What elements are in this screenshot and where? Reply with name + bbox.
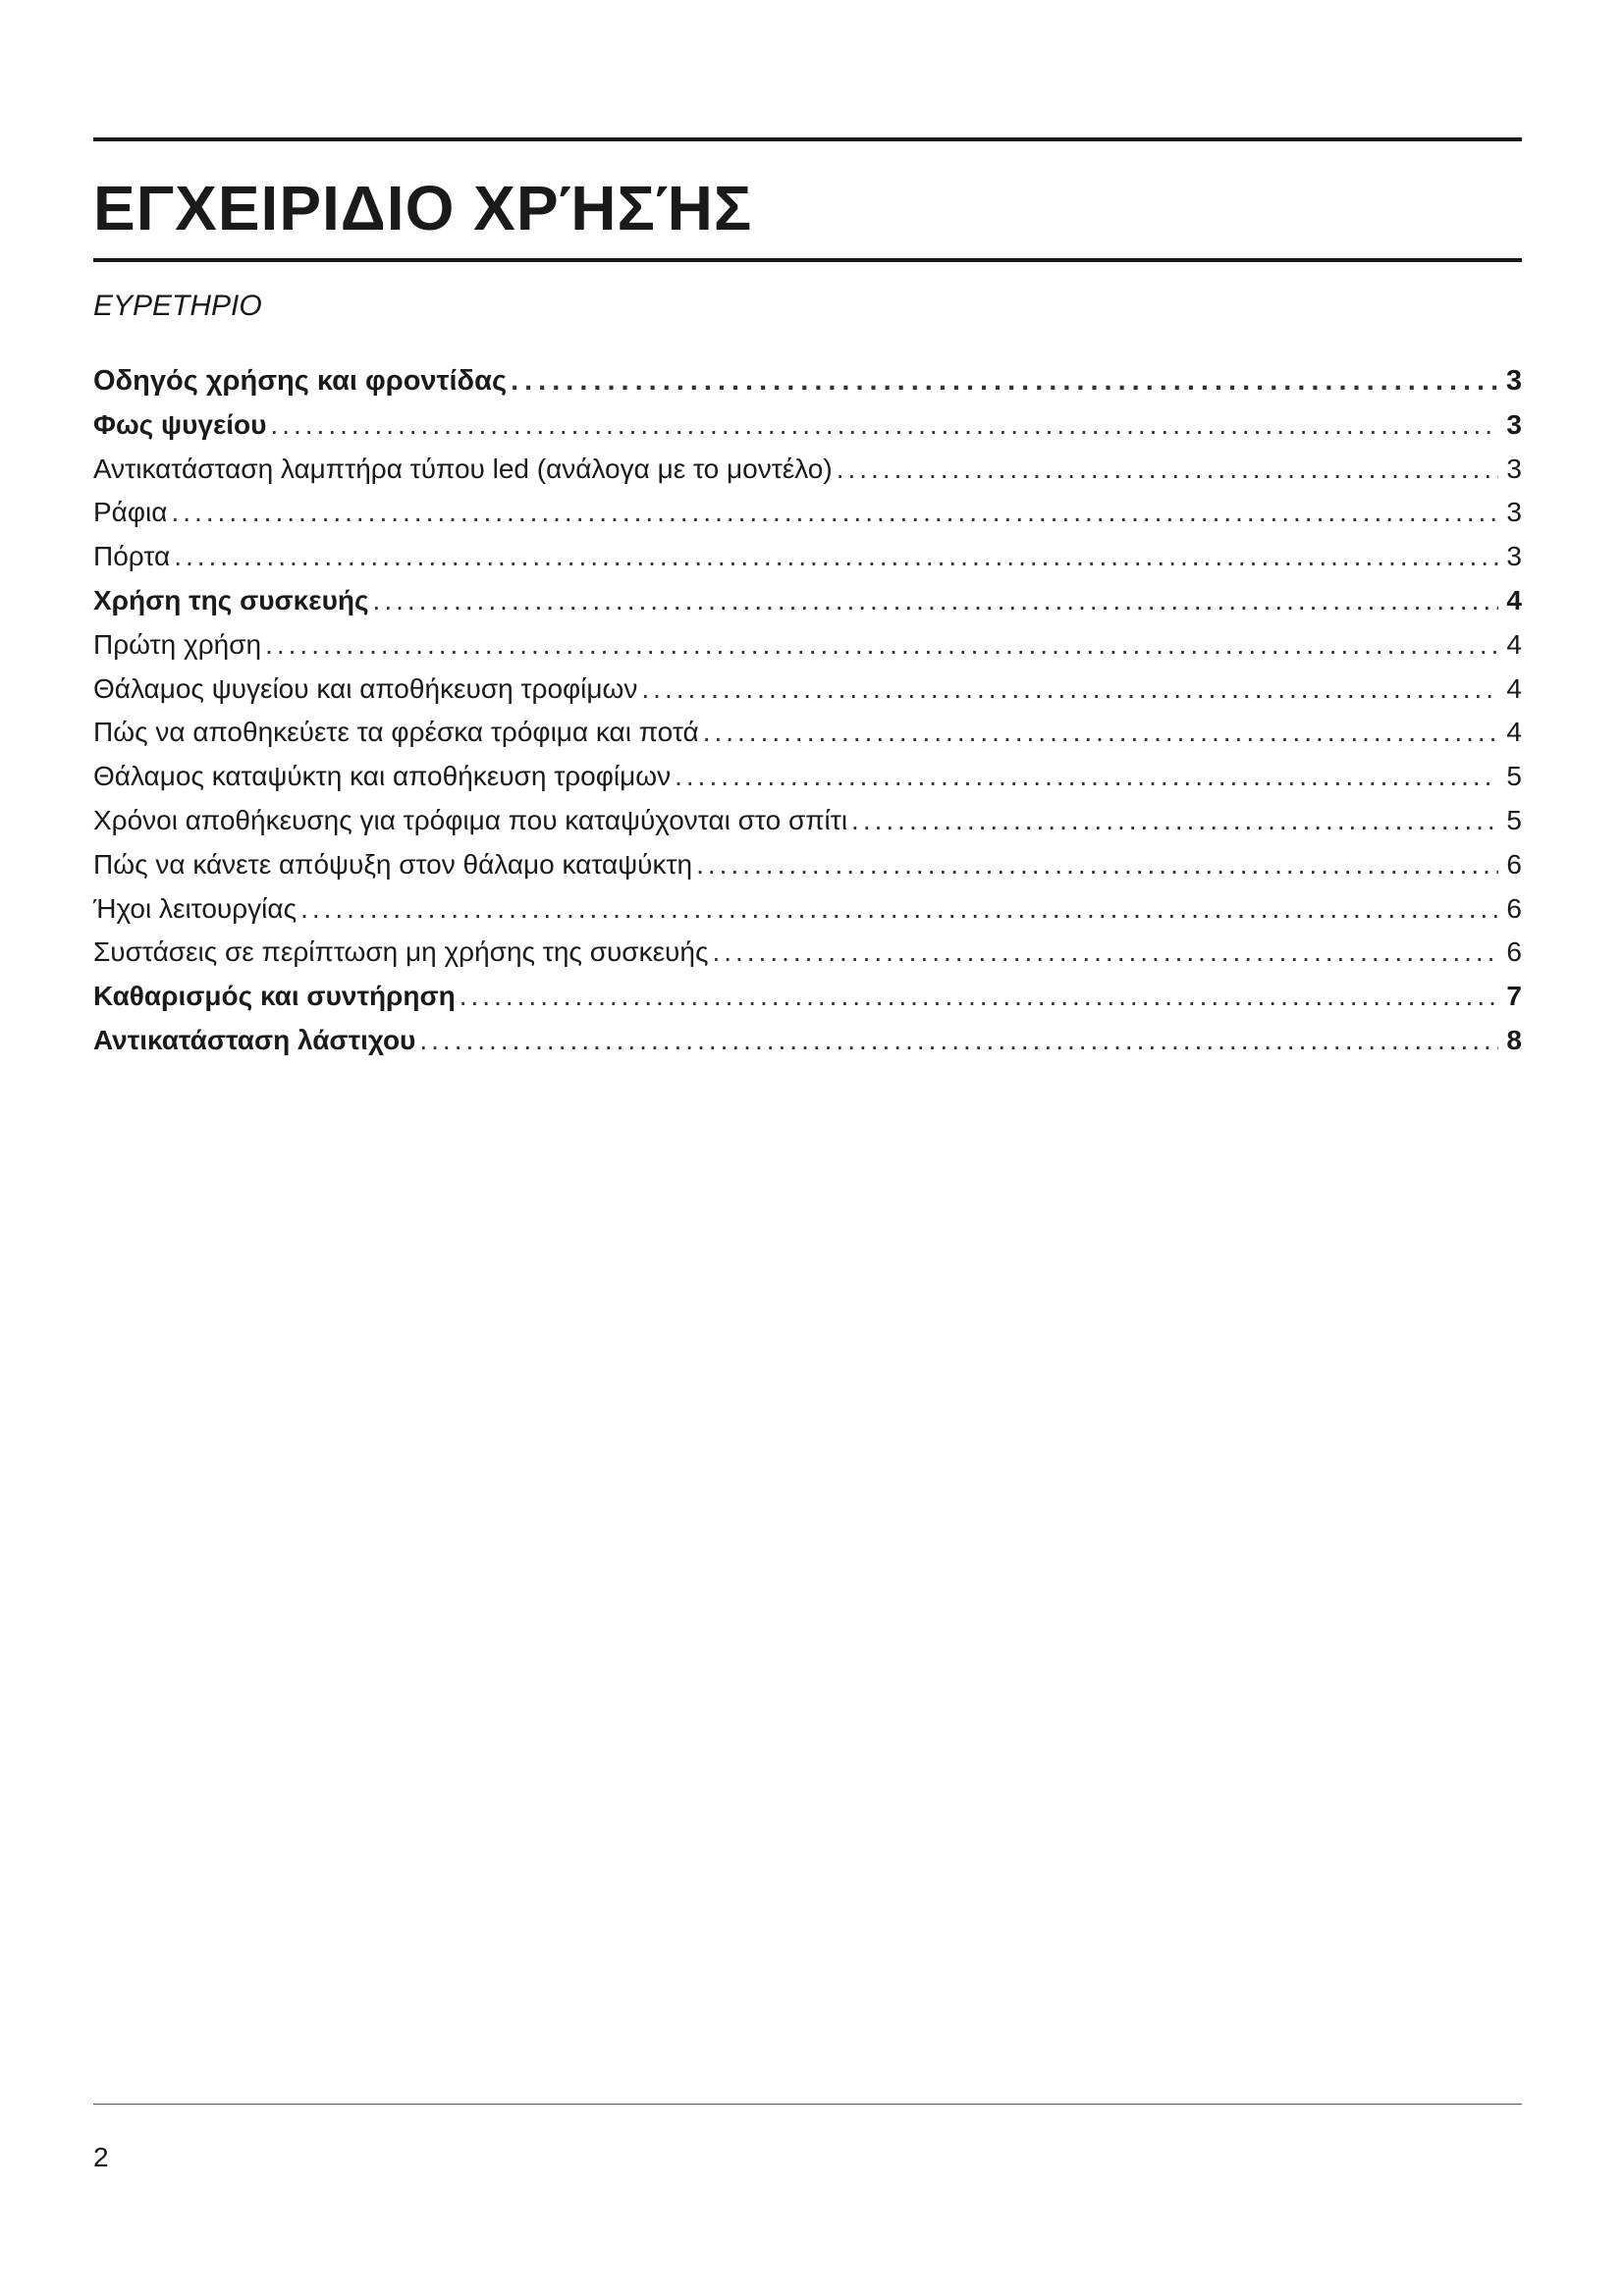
toc-entry-page: 5 — [1506, 761, 1522, 792]
document-title: ΕΓΧΕΙΡΙΔΙΟ ΧΡΉΣΉΣ — [93, 173, 753, 243]
toc-entry-page: 3 — [1505, 365, 1522, 397]
toc-leader-dots — [712, 931, 1498, 975]
toc-entry-page: 4 — [1506, 717, 1522, 748]
toc-entry-label: Πώς να αποθηκεύετε τα φρέσκα τρόφιμα και ποτά — [93, 717, 699, 748]
toc-entry-page: 3 — [1506, 408, 1522, 440]
toc-leader-dots — [703, 711, 1498, 755]
toc-entry-label: Αντικατάσταση λαμπτήρα τύπου led (ανάλογα με το μοντέλο) — [93, 453, 833, 484]
toc-entry-label: Συστάσεις σε περίπτωση μη χρήσης της συσκευής — [93, 936, 709, 968]
toc-leader-dots — [174, 535, 1498, 579]
toc-leader-dots — [265, 623, 1498, 667]
toc-entry[interactable] — [93, 491, 1522, 535]
toc-leader-dots — [837, 448, 1498, 492]
toc-entry-label: Πώς να κάνετε απόψυξη στον θάλαμο καταψύκτη — [93, 848, 693, 880]
toc-entry-page: 8 — [1506, 1024, 1522, 1055]
index-heading: ΕΥΡΕΤΗΡΙΟ — [93, 290, 262, 322]
toc-entry-page: 7 — [1506, 981, 1522, 1012]
toc-entry-label: Ράφια — [93, 497, 168, 528]
toc-leader-dots — [300, 887, 1498, 932]
toc-entry-label: Φως ψυγείου — [93, 408, 267, 440]
toc-entry-label: Θάλαμος ψυγείου και αποθήκευση τροφίμων — [93, 672, 638, 704]
toc-entry-page: 4 — [1506, 628, 1522, 660]
toc-entry[interactable] — [93, 535, 1522, 579]
toc-entry[interactable] — [93, 711, 1522, 755]
toc-leader-dots — [511, 359, 1498, 403]
toc-leader-dots — [696, 843, 1498, 887]
toc-entry-page: 5 — [1506, 804, 1522, 835]
toc-leader-dots — [641, 667, 1498, 712]
toc-entry-page: 3 — [1506, 541, 1522, 572]
toc-entry[interactable] — [93, 887, 1522, 932]
toc-entry-page: 4 — [1506, 672, 1522, 704]
toc-entry-label: Αντικατάσταση λάστιχου — [93, 1024, 416, 1055]
top-rule — [93, 137, 1522, 141]
page-number: 2 — [93, 2142, 109, 2172]
toc-entry-label: Πρώτη χρήση — [93, 628, 262, 660]
toc-entry[interactable] — [93, 579, 1522, 623]
toc-leader-dots — [373, 579, 1498, 623]
toc-entry[interactable] — [93, 799, 1522, 843]
toc-entry-label: Καθαρισμός και συντήρηση — [93, 981, 456, 1012]
toc-leader-dots — [460, 975, 1498, 1019]
toc-entry-page: 6 — [1506, 892, 1522, 924]
toc-leader-dots — [851, 799, 1498, 843]
toc-entry-label: Οδηγός χρήσης και φροντίδας — [93, 365, 508, 397]
toc-entry[interactable] — [93, 448, 1522, 492]
toc-leader-dots — [270, 403, 1498, 448]
footer-rule — [93, 2104, 1522, 2105]
toc-entry-label: Θάλαμος καταψύκτη και αποθήκευση τροφίμων — [93, 761, 672, 792]
toc-entry-page: 3 — [1506, 497, 1522, 528]
toc-entry[interactable] — [93, 843, 1522, 887]
toc-entry[interactable] — [93, 1019, 1522, 1063]
toc-entry[interactable] — [93, 755, 1522, 799]
table-of-contents — [93, 359, 1522, 1063]
toc-entry-label: Χρήση της συσκευής — [93, 584, 369, 615]
toc-entry[interactable] — [93, 975, 1522, 1019]
toc-leader-dots — [419, 1019, 1498, 1063]
title-rule — [93, 258, 1522, 262]
toc-entry-page: 6 — [1506, 936, 1522, 968]
toc-entry-page: 3 — [1506, 453, 1522, 484]
toc-entry-page: 6 — [1506, 848, 1522, 880]
toc-entry-label: Χρόνοι αποθήκευσης για τρόφιμα που καταψύχονται στο σπίτι — [93, 804, 848, 835]
toc-leader-dots — [675, 755, 1498, 799]
toc-entry[interactable] — [93, 359, 1522, 403]
toc-entry-label: Ήχοι λειτουργίας — [93, 892, 298, 924]
toc-entry-label: Πόρτα — [93, 541, 171, 572]
toc-entry[interactable] — [93, 931, 1522, 975]
toc-entry[interactable] — [93, 667, 1522, 712]
toc-entry[interactable] — [93, 623, 1522, 667]
toc-entry[interactable] — [93, 403, 1522, 448]
toc-entry-page: 4 — [1506, 584, 1522, 615]
toc-leader-dots — [171, 491, 1498, 535]
